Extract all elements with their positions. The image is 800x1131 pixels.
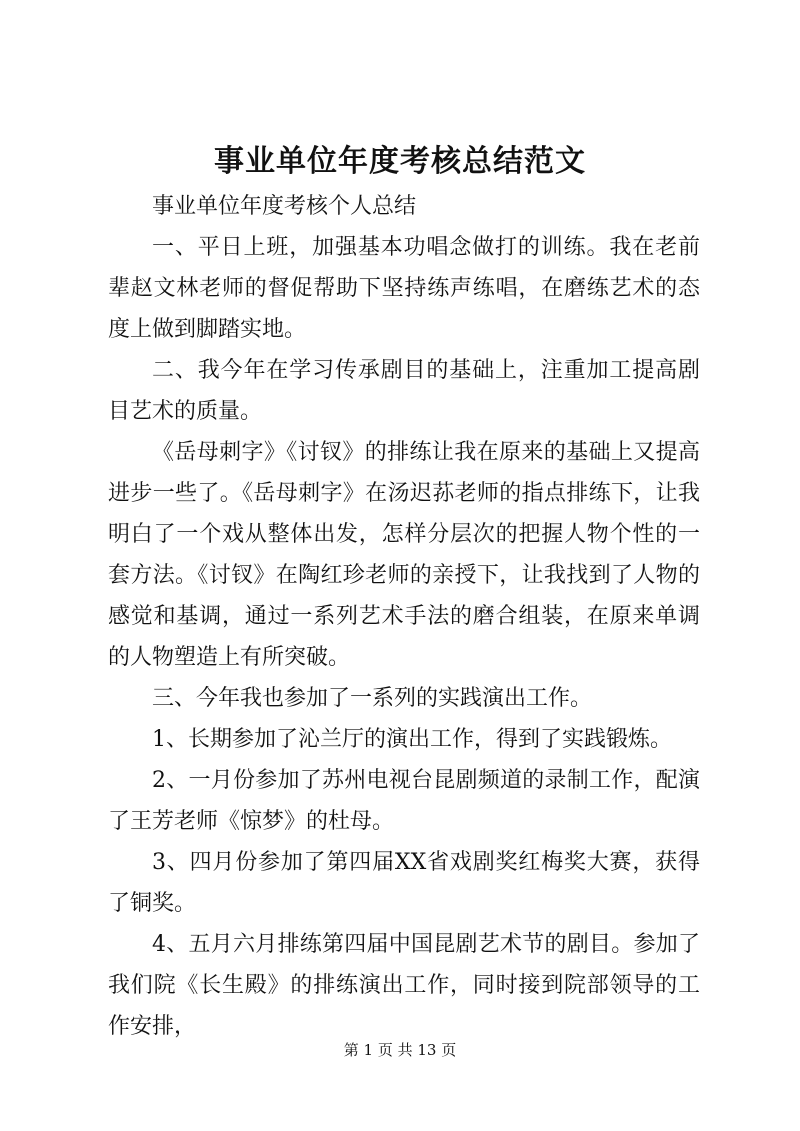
document-title: 事业单位年度考核总结范文	[214, 144, 586, 179]
document-body	[108, 186, 700, 1047]
page-footer: 第 1 页 共 13 页	[343, 1041, 457, 1059]
paragraph-item-1: 1、长期参加了沁兰厅的演出工作，得到了实践锻炼。	[152, 727, 672, 752]
paragraph-rehearsal: 《岳母刺字》《讨钗》的排练让我在原来的基础上又提高进步一些了。《岳母刺字》在汤迟荪老师的指点排练下，让我明白了一个戏从整体出发，怎样分层次的把握人物个性的一套方法。《讨钗》在陶红珍老师的亲授下，让我找到了人物的感觉和基调，通过一系列艺术手法的磨合组装，在原来单调的人物塑造上有所突破。	[108, 440, 700, 670]
paragraph-section-2: 二、我今年在学习传承剧目的基础上，注重加工提高剧目艺术的质量。	[108, 358, 700, 424]
paragraph-item-2: 2、一月份参加了苏州电视台昆剧频道的录制工作，配演了王芳老师《惊梦》的杜母。	[108, 768, 700, 834]
paragraph-section-3: 三、今年我也参加了一系列的实践演出工作。	[152, 686, 593, 711]
paragraph-section-1: 一、平日上班，加强基本功唱念做打的训练。我在老前辈赵文林老师的督促帮助下坚持练声练唱，在磨练艺术的态度上做到脚踏实地。	[108, 235, 700, 342]
paragraph-item-4: 4、五月六月排练第四届中国昆剧艺术节的剧目。参加了我们院《长生殿》的排练演出工作，同时接到院部领导的工作安排，	[108, 932, 700, 1039]
paragraph-subtitle: 事业单位年度考核个人总结	[152, 194, 417, 219]
paragraph-item-3: 3、四月份参加了第四届XX省戏剧奖红梅奖大赛，获得了铜奖。	[108, 850, 700, 916]
